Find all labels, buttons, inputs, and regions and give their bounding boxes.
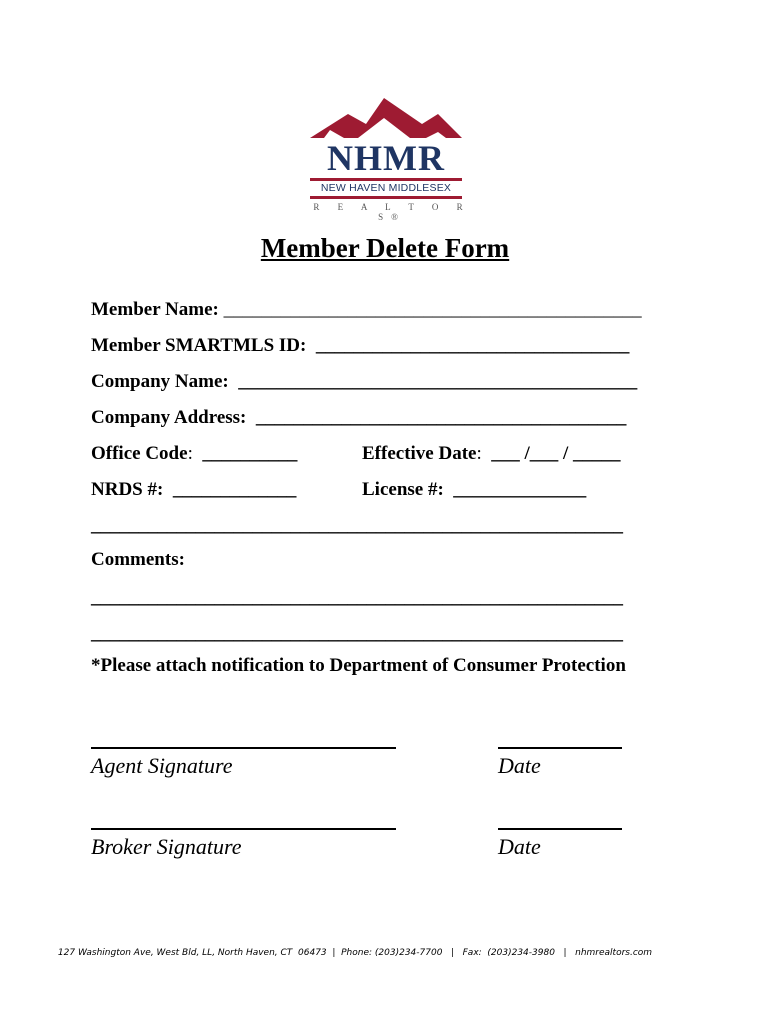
nrds-blank[interactable]: _____________ (172, 479, 297, 500)
notice-text: *Please attach notification to Department of Consumer Protection (91, 655, 626, 676)
company-address-field[interactable] (91, 406, 626, 430)
comment-line[interactable]: ________________________________________________________ (91, 623, 623, 644)
office-code-label: Office Code (91, 443, 188, 464)
logo-divider (310, 178, 462, 181)
nrds-label: NRDS #: (91, 479, 164, 500)
nhmr-logo (306, 98, 471, 222)
office-code-colon: : (187, 443, 193, 464)
company-address-label: Company Address: (91, 407, 247, 428)
separator-line: ________________________________________________________ (91, 515, 623, 536)
office-code-blank[interactable]: __________ (202, 443, 298, 464)
effective-date-field[interactable] (362, 442, 621, 466)
agent-signature-line[interactable] (91, 747, 396, 749)
form-title: Member Delete Form (260, 233, 510, 263)
effective-date-label: Effective Date (362, 443, 477, 464)
company-name-blank[interactable]: __________________________________________ (238, 371, 638, 392)
logo-abbreviation: NHMR (327, 138, 445, 178)
smartmls-id-label: Member SMARTMLS ID: (91, 335, 307, 356)
logo-divider (310, 196, 462, 199)
company-address-blank[interactable]: _______________________________________ (255, 407, 627, 428)
license-label: License #: (362, 479, 444, 500)
logo-realtors: R E A L T O R S® (313, 202, 471, 222)
license-blank[interactable]: ______________ (453, 479, 587, 500)
broker-date-label: Date (498, 834, 541, 859)
broker-date-line[interactable] (498, 828, 622, 830)
logo-name: NEW HAVEN MIDDLESEX (320, 182, 452, 194)
license-field[interactable] (362, 478, 586, 502)
footer-contact: 127 Washington Ave, West Bld, LL, North Haven, CT 06473 | Phone: (203)234-7700 | Fax: (203)234-3980 | nhmrealtors.com (57, 948, 653, 958)
smartmls-id-blank[interactable]: _________________________________ (315, 335, 630, 356)
smartmls-id-field[interactable] (91, 334, 629, 358)
office-code-field[interactable] (91, 442, 297, 466)
effective-date-blank[interactable]: ___ /___ / _____ (491, 443, 621, 464)
comments-label: Comments: (91, 549, 185, 570)
member-name-blank[interactable]: ____________________________________________ (223, 299, 642, 320)
broker-signature-line[interactable] (91, 828, 396, 830)
company-name-label: Company Name: (91, 371, 229, 392)
agent-date-label: Date (498, 753, 541, 778)
effective-date-colon: : (476, 443, 482, 464)
nrds-field[interactable] (91, 478, 296, 502)
member-name-label: Member Name: (91, 299, 219, 320)
agent-signature-label: Agent Signature (91, 753, 233, 778)
comment-line[interactable]: ________________________________________________________ (91, 587, 623, 608)
broker-signature-label: Broker Signature (91, 834, 242, 859)
company-name-field[interactable] (91, 370, 637, 394)
roof-icon (306, 98, 466, 142)
agent-date-line[interactable] (498, 747, 622, 749)
member-name-field[interactable] (91, 298, 642, 322)
